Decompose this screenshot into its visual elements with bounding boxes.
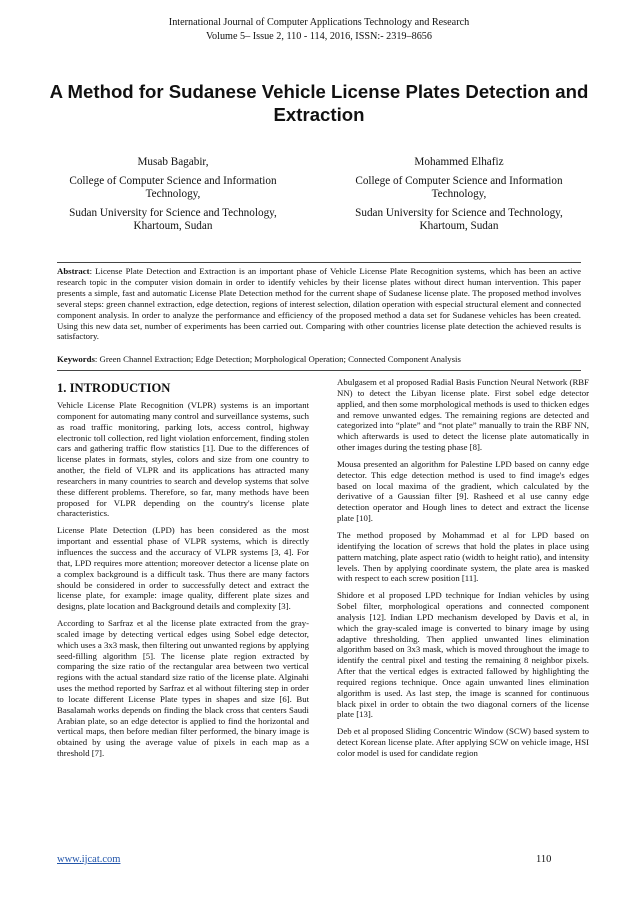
paper-title: A Method for Sudanese Vehicle License Plates Detection and Extraction: [49, 81, 589, 125]
divider-bottom: [57, 370, 581, 371]
divider-top: [57, 262, 581, 263]
paragraph: Shidore et al proposed LPD technique for Indian vehicles by using Sobel filter, morphological operations and connected component analysis [12]. Indian LPD mechanism developed by Davis et al, in which the gray-scaled image is converted to binary image by using adaptive thresholding. Then applied unwanted lines elimination algorithm based on 3x3 mask, which is moved throughout the image to identify the central pixel and testing the remaining 8 neighbor pixels. After that the vertical edges is extracted fallowed by highlighting the required regions technique. Once again unwanted lines elimination algorithm is used. As last step, the image is scanned for continuous black pixel in order to obtain the two diagonal corners of the license plate [13].: [337, 590, 589, 720]
keywords-label: Keywords: [57, 354, 95, 364]
paragraph: Vehicle License Plate Recognition (VLPR) systems is an important component for automating many control and surveillance systems, such as road traffic monitoring, parking lots, access control, highway electronic toll collection, red light violation enforcement, finding stolen cars and gathering traffic flow statistics [1]. Due to the differences of license plates in formats, styles, colors and size from one country to another, the field of VLPR and its applications has attracted many researchers in many countries to search and develop systems that solve these different problems. Therefore, so far, many methods have been proposed for VLPR depending on the country's license plate characteristics.: [57, 400, 309, 519]
author-affiliation: College of Computer Science and Information Technology,: [69, 174, 277, 201]
left-column: [57, 378, 309, 765]
paragraph: The method proposed by Mohammad et al for LPD based on identifying the location of screws that hold the plates in place using pattern matching, plate aspect ratio (width to height ratio), and intensity levels. Then by applying coordinate system, the plate area is masked with respect to each screw position [11].: [337, 529, 589, 584]
paragraph: License Plate Detection (LPD) has been considered as the most important and essential phase of VLPR systems, which is directly influences the success and the accuracy of VLPR systems [3, 4]. For that, LPD requires more attention; moreover detector a license plate on a complex background is a difficult task. Thus there are many factors should be considered in order to successfully detect and extract the license plate, for example: image quality, different plate sizes and designs, plate location and Background details and complexity [3].: [57, 525, 309, 612]
author-university: Sudan University for Science and Technology, Khartoum, Sudan: [355, 206, 563, 233]
paragraph: Mousa presented an algorithm for Palestine LPD based on canny edge detector. This edge detection method is used to find image's edges based on local maxima of the gradient, which calculated by the derivative of a Gaussian filter [9]. Rasheed et al use canny edge detection operator and Hough lines to detect and extract the license plate [10].: [337, 458, 589, 524]
author-block-1: [58, 156, 288, 234]
paragraph: Abulgasem et al proposed Radial Basis Function Neural Network (RBF NN) to detect the Libyan license plate. First sobel edge detector applied, and then some morphological methods is used to thicken edges and remove unwanted edges. The remaining regions are detected and categorized into “plate” and “not plate” manually to train the RBF NN, which afterwards is used to detect the license plate automatically in other images during the testing phase [8].: [337, 377, 589, 453]
journal-website-link[interactable]: www.ijcat.com: [57, 854, 121, 865]
page-number: 110: [536, 854, 552, 865]
abstract-text: : License Plate Detection and Extraction is an important phase of Vehicle License Plate Recognition systems, which has been an active research topic in the computer vision domain in order to identify vehicles by their license plates without direct human intervention. This paper presents a simple, fast and automatic License Plate Detection method for the current shape of Sudanese license plate. The proposed method involves several steps: green channel extraction, edge detection, regions of interest selection, dilation operation with especial structural element and connected component analysis. In order to analyze the performance and efficiency of the proposed method a data set for Sudanese vehicles has been created. Using this new data set, number of experiments has been carried out. Comparing with other countries license plate detection the achieved results is satisfactory.: [57, 266, 581, 342]
paragraph: According to Sarfraz et al the license plate extracted from the gray-scaled image by detecting vertical edges using Sobel edge detector, which uses a 3x3 mask, then filtering out unwanted regions by applying seed-filling algorithm [5]. The license plate region extracted by comparing the size ratio of the rectangular area between two vertical regions with the actual standard size ratio of the license plate. Alginahi uses the method reported by Sarfraz et al without filtering step in order to locate different License Plate types in shapes and size [6]. But Basalamah works depends on finding the black cross that centers Saudi Arabian plate, so an edge detector is applied to find the horizontal and vertical maps, then before median filter performed, the binary image is obtained by using the average value of pixels in each map as a threshold [7].: [57, 618, 309, 759]
section-heading: 1. INTRODUCTION: [57, 381, 171, 395]
abstract: [57, 266, 581, 342]
right-column: [337, 377, 589, 765]
author-name: Musab Bagabir,: [137, 156, 209, 168]
author-block-2: [336, 156, 582, 234]
journal-header: [0, 16, 638, 43]
keywords-text: : Green Channel Extraction; Edge Detection; Morphological Operation; Connected Component Analysis: [94, 354, 461, 364]
author-name: Mohammed Elhafiz: [414, 156, 504, 168]
author-university: Sudan University for Science and Technology, Khartoum, Sudan: [69, 206, 277, 233]
author-affiliation: College of Computer Science and Information Technology,: [355, 174, 563, 201]
keywords: [57, 354, 581, 365]
journal-name: International Journal of Computer Applications Technology and Research: [168, 17, 470, 28]
journal-volume: Volume 5– Issue 2, 110 - 114, 2016, ISSN:- 2319–8656: [205, 30, 432, 42]
abstract-label: Abstract: [57, 266, 90, 276]
paragraph: Deb et al proposed Sliding Concentric Window (SCW) based system to detect Korean license plate. After applying SCW on vehicle image, HSI color model is used for candidate region: [337, 726, 589, 758]
